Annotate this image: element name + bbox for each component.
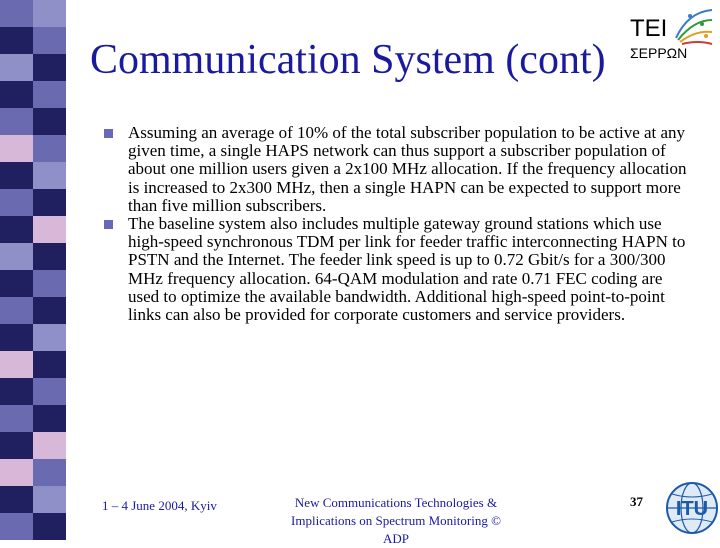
footer-center-line: New Communications Technologies & (294, 495, 498, 510)
strip-cell (33, 270, 66, 297)
strip-cell (0, 243, 33, 270)
footer-center-line: Implications on Spectrum Monitoring © ADP (291, 513, 501, 546)
strip-cell (0, 108, 33, 135)
slide-title: Communication System (cont) (90, 37, 606, 83)
strip-cell (0, 324, 33, 351)
tei-logo (628, 6, 714, 68)
footer-date: 1 – 4 June 2004, Kyiv (102, 498, 217, 513)
strip-cell (0, 405, 33, 432)
strip-cell (0, 486, 33, 513)
strip-cell (0, 270, 33, 297)
tei-logo-text: TEI (630, 15, 668, 42)
strip-cell (33, 135, 66, 162)
strip-cell (0, 135, 33, 162)
strip-cell (33, 405, 66, 432)
bullet-text: Assuming an average of 10% of the total subscriber population to be active at any given time, a single HAPS network can thus support a subscriber population of about one million users given a 2x100 MHz allocation. If the frequency allocation is increased to 2x300 MHz, then a single HAPN can be expected to support more than five million subscribers. (128, 123, 687, 215)
strip-cell (0, 459, 33, 486)
page-number: 37 (630, 494, 643, 509)
list-item (104, 124, 690, 215)
bullet-list (104, 124, 690, 324)
strip-cell (33, 216, 66, 243)
itu-logo (664, 470, 720, 538)
strip-cell (0, 162, 33, 189)
strip-cell (33, 189, 66, 216)
strip-cell (33, 351, 66, 378)
strip-cell (33, 297, 66, 324)
strip-cell (33, 243, 66, 270)
strip-cell (0, 81, 33, 108)
strip-cell (33, 432, 66, 459)
strip-cell (33, 513, 66, 540)
strip-cell (33, 108, 66, 135)
strip-cell (0, 513, 33, 540)
strip-cell (33, 81, 66, 108)
strip-cell (0, 27, 33, 54)
strip-cell (0, 378, 33, 405)
tei-logo-subtext: ΣΕΡΡΩΝ (630, 45, 688, 61)
left-decorative-strip (0, 0, 66, 540)
itu-logo-text: ITU (675, 498, 709, 520)
strip-cell (33, 54, 66, 81)
strip-cell (0, 432, 33, 459)
strip-cell (0, 0, 33, 27)
strip-cell (33, 459, 66, 486)
strip-cell (0, 297, 33, 324)
strip-cell (33, 486, 66, 513)
strip-cell (33, 378, 66, 405)
bullet-square-icon (104, 220, 113, 229)
strip-cell (33, 0, 66, 27)
bullet-text: The baseline system also includes multiple gateway ground stations which use high-speed synchronous TDM per link for feeder traffic interconnecting HAPN to PSTN and the Internet. The feeder link speed is up to 0.72 Gbit/s for a 300/300 MHz frequency allocation. 64-QAM modulation and rate 0.71 FEC coding are used to optimize the available bandwidth. Additional high-speed point-to-point links can also be provided for corporate customers and service providers. (128, 214, 686, 325)
strip-cell (33, 27, 66, 54)
strip-cell (33, 324, 66, 351)
strip-cell (0, 54, 33, 81)
strip-cell (0, 216, 33, 243)
strip-cell (0, 351, 33, 378)
tei-logo-swirl-icon (676, 10, 712, 44)
strip-cell (33, 162, 66, 189)
strip-cell (0, 189, 33, 216)
bullet-square-icon (104, 129, 113, 138)
list-item (104, 215, 690, 324)
